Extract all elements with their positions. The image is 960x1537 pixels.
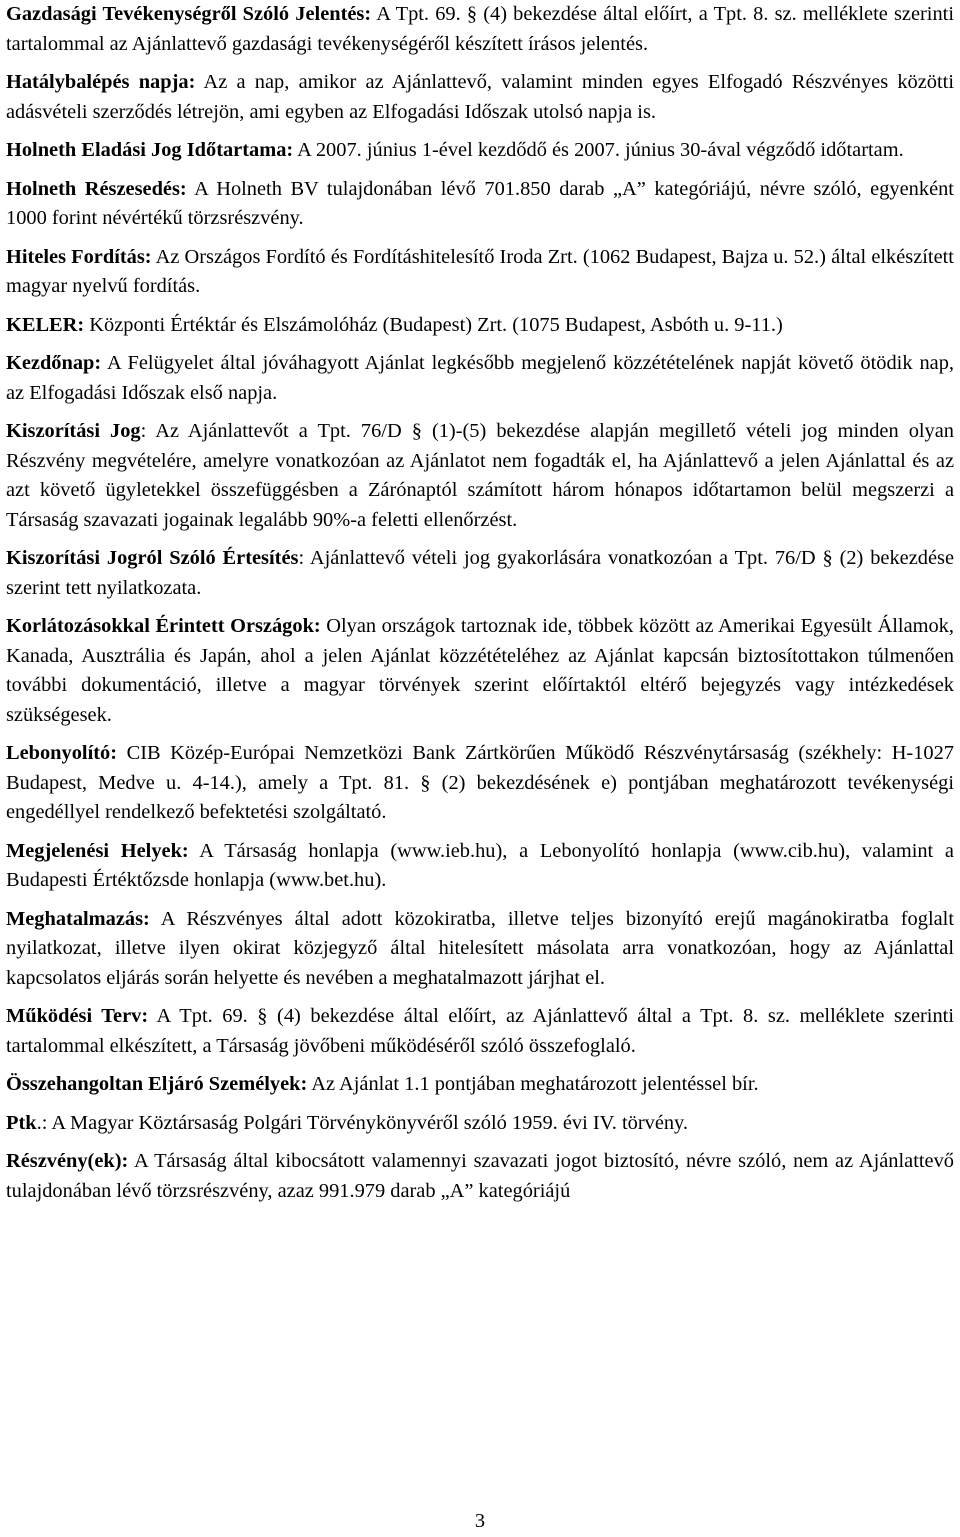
definition-text: A Társaság által kibocsátott valamennyi szavazati jogot biztosító, névre szóló, nem az Ajánlattevő tulajdonában lévő törzsrészvény, azaz 991.979 darab „A” kategóriájú — [6, 1150, 954, 1202]
term-text: Gazdasági Tevékenységről Szóló Jelentés: — [6, 3, 372, 25]
term-text: Megjelenési Helyek: — [6, 839, 189, 862]
definition-term — [6, 615, 321, 637]
definition-term — [6, 547, 304, 569]
definition-text: CIB Közép-Európai Nemzetközi Bank Zártkörűen Működő Részvénytársaság (székhely: H-1027 Budapest, Medve u. 4-14.), amely a Tpt. 81. § (2) bekezdésének e) pontjában meghatározott tevékenységi engedéllyel rendelkező befektetési szolgáltató. — [6, 742, 954, 823]
definition-term — [6, 908, 150, 930]
term-text: Működési Terv: — [6, 1005, 149, 1027]
definition-gazdasagi-jelentes — [6, 0, 954, 59]
definition-text: Az Országos Fordító és Fordításhitelesítő Iroda Zrt. (1062 Budapest, Bajza u. 52.) által elkészített magyar nyelvű fordítás. — [6, 245, 954, 297]
definition-lebonyolito — [6, 739, 954, 828]
term-text: Hatálybalépés napja: — [6, 71, 196, 93]
definition-term — [6, 178, 187, 200]
definition-holneth-eladasi-jog — [6, 136, 954, 166]
definition-reszvenyek — [6, 1147, 954, 1206]
definition-term — [6, 420, 146, 442]
definition-term — [6, 840, 189, 862]
term-text: Kiszorítási Jog — [6, 420, 141, 442]
term-text: Kiszorítási Jogról Szóló Értesítés — [6, 547, 299, 569]
definition-text: Olyan országok tartoznak ide, többek között az Amerikai Egyesült Államok, Kanada, Ausztrália és Japán, ahol a jelen Ajánlat közzétételéhez az Ajánlat kapcsán biztosítottakon túlmenően további dokumentáció, illetve a magyar törvények szerint előírtaktól eltérő bejegyzés vagy intézkedések szükségesek. — [6, 615, 954, 726]
term-text: Meghatalmazás: — [6, 907, 150, 930]
definition-keler — [6, 311, 954, 341]
definition-term — [6, 742, 117, 764]
term-punctuation: : — [298, 547, 305, 569]
definition-text: Ajánlattevő vételi jog gyakorlására vonatkozóan a Tpt. 76/D § (2) bekezdése szerint tett nyilatkozata. — [6, 547, 954, 599]
definition-kiszoritasi-ertesites — [6, 544, 954, 603]
definition-korlatozott-orszagok — [6, 612, 954, 730]
definition-term — [6, 1112, 47, 1134]
definition-text: A 2007. június 1-ével kezdődő és 2007. június 30-ával végződő időtartam. — [293, 139, 904, 161]
page-number: 3 — [474, 1510, 486, 1532]
definition-kezdonap — [6, 349, 954, 408]
definition-term — [6, 1005, 148, 1027]
definition-term — [6, 1073, 307, 1095]
definition-kiszoritasi-jog — [6, 417, 954, 535]
term-text: Kezdőnap: — [6, 352, 102, 374]
definition-term — [6, 71, 195, 93]
definition-meghatalmazas — [6, 905, 954, 994]
term-text: Holneth Eladási Jog Időtartama: — [6, 139, 294, 161]
term-text: Lebonyolító: — [6, 742, 118, 764]
term-punctuation: .: — [36, 1111, 48, 1134]
term-text: Holneth Részesedés: — [6, 177, 187, 200]
definition-text: Központi Értéktár és Elszámolóház (Budapest) Zrt. (1075 Budapest, Asbóth u. 9-11.) — [84, 313, 783, 336]
definition-term — [6, 246, 152, 268]
definition-text: A Holneth BV tulajdonában lévő 701.850 darab „A” kategóriájú, névre szóló, egyenként 1000 forint névértékű törzsrészvény. — [6, 177, 954, 229]
definition-text: A Társaság honlapja (www.ieb.hu), a Lebonyolító honlapja (www.cib.hu), valamint a Budapesti Értéktőzsde honlapja (www.bet.hu). — [6, 839, 954, 891]
definition-text: A Magyar Köztársaság Polgári Törvénykönyvéről szóló 1959. évi IV. törvény. — [47, 1111, 689, 1134]
definition-text: A Tpt. 69. § (4) bekezdése által előírt, a Tpt. 8. sz. melléklete szerinti tartalommal az Ajánlattevő gazdasági tevékenységéről készített írásos jelentés. — [6, 3, 954, 55]
definition-hatalybalepes — [6, 68, 954, 127]
term-text: KELER: — [6, 313, 85, 336]
definition-text: Az a nap, amikor az Ajánlattevő, valamint minden egyes Elfogadó Részvényes közötti adásvételi szerződés létrejön, ami egyben az Elfogadási Időszak utolsó napja is. — [6, 71, 954, 123]
term-punctuation: : — [140, 420, 147, 442]
term-text: Összehangoltan Eljáró Személyek: — [6, 1073, 308, 1095]
definition-mukodesi-terv — [6, 1002, 954, 1061]
definition-text: A Részvényes által adott közokiratba, illetve teljes bizonyító erejű magánokiratba foglalt nyilatkozat, illetve ilyen okirat közjegyző által hitelesített másolata arra vonatkozóan, hogy az Ajánlattal kapcsolatos eljárás során helyette és nevében a meghatalmazott járjhat el. — [6, 907, 954, 989]
definition-term — [6, 314, 84, 336]
definition-term — [6, 1150, 128, 1172]
definition-megjelenesi-helyek — [6, 837, 954, 896]
definition-holneth-reszesedes — [6, 175, 954, 234]
term-text: Ptk — [6, 1111, 37, 1134]
term-text: Hiteles Fordítás: — [6, 245, 152, 268]
definition-term — [6, 352, 101, 374]
definition-text: A Felügyelet által jóváhagyott Ajánlat legkésőbb megjelenő közzétételének napját követő ötödik nap, az Elfogadási Időszak első napja. — [6, 352, 954, 404]
definition-ptk — [6, 1109, 954, 1139]
definition-term — [6, 139, 293, 161]
document-page — [6, 0, 954, 1215]
term-text: Részvény(ek): — [6, 1150, 129, 1172]
term-text: Korlátozásokkal Érintett Országok: — [6, 615, 321, 637]
definition-osszehangoltan-eljaro — [6, 1070, 954, 1100]
definition-hiteles-forditas — [6, 243, 954, 302]
definition-text: Az Ajánlat 1.1 pontjában meghatározott jelentéssel bír. — [307, 1073, 759, 1095]
definition-text: Az Ajánlattevőt a Tpt. 76/D § (1)-(5) bekezdése alapján megillető vételi jog minden olyan Részvény megvételére, amelyre vonatkozóan az Ajánlatot nem fogadták el, ha Ajánlattevő a jelen Ajánlattal és az azt követő ügyletekkel összefüggésben a Zárónaptól számított három hónapos időtartamon belül megszerzi a Társaság szavazati jogainak legalább 90%-a feletti ellenőrzést. — [6, 420, 954, 531]
definition-text: A Tpt. 69. § (4) bekezdése által előírt, az Ajánlattevő által a Tpt. 8. sz. melléklete szerinti tartalommal elkészített, a Társaság jövőbeni működéséről szóló összefoglaló. — [6, 1005, 954, 1057]
definition-term — [6, 3, 371, 25]
